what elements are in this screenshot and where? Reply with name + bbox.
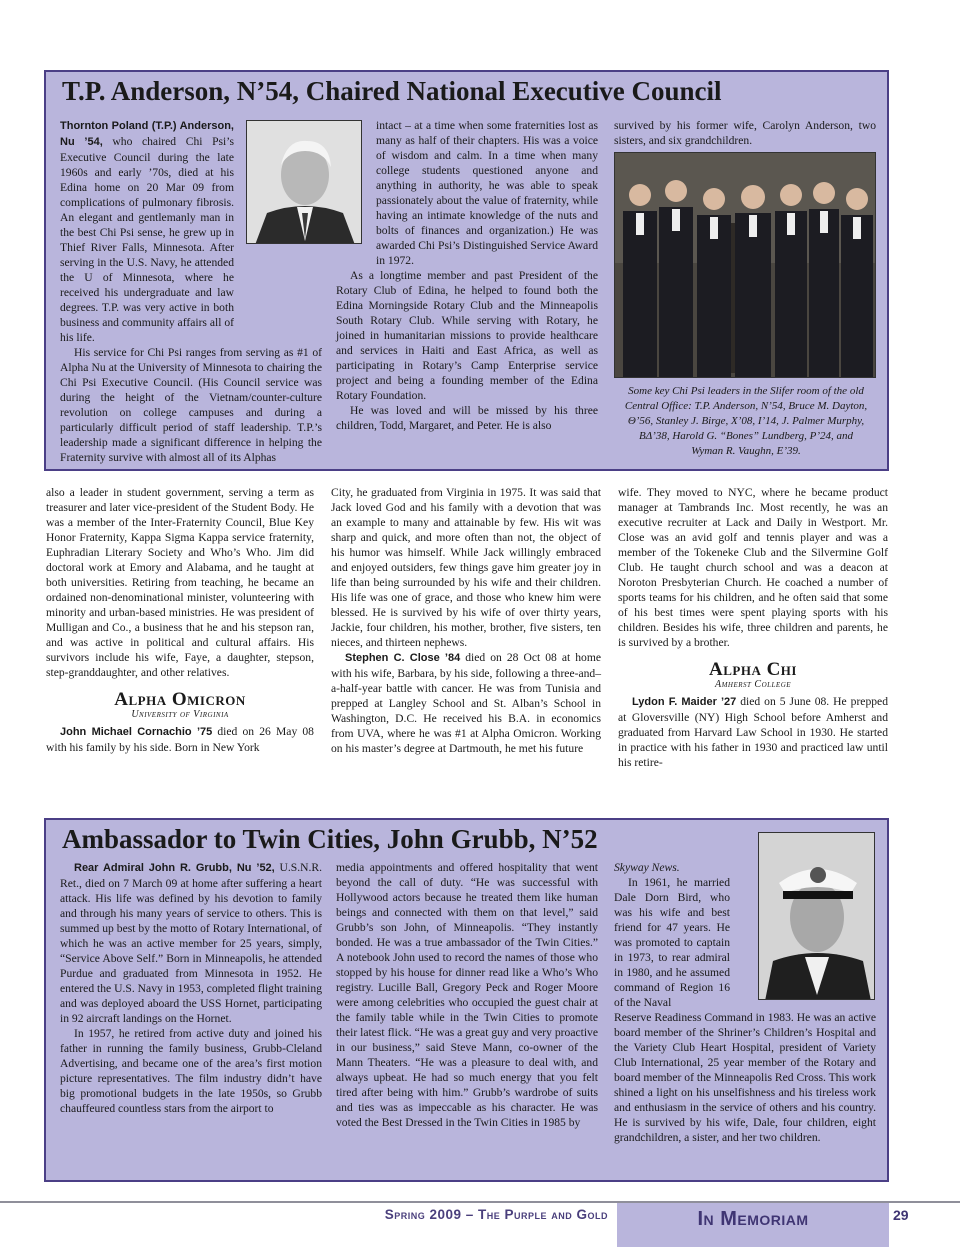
anderson-paragraph-3: intact – at a time when some fraternities lost as many as half of their chapters. His was a voice of wisdom and calm. In a time when many college students questioned anyone and anything in authority, he was able to speak passionately about the value of fraternity, while having an intimate knowledge of the nuts and bolts of finances and organization.) He was awarded Chi Psi’s Distinguished Service Award in 1972. xyxy=(376,119,598,267)
grubb-paragraph-3: media appointments and offered hospitality that went beyond the call of duty. “He was successful with Hollywood actors because he treated them like human beings and connected with them on that level,” said Grubb’s son John, of Minneapolis. “They instantly bonded. He was a true ambassador of the Twin Cities.” A notebook John used to record the names of those who stopped by his house for dinner read like a Who’s Who registry. Lucille Ball, Gregory Peck and Roger Moore were among celebrities who occupied the guest chair at the family table while in the Twin Cities to promote their latest flick. “He was a great guy and very proactive in our business,” said Steve Mann, co-owner of the Mann Theaters. “He was a pleasure to deal with, and always upbeat. He had so much energy that you felt tired after being with him.” Grubb’s wardrobe of suits and ties was as impeccable as his character. He was voted the Best Dressed in the Twin Cities in 1985 by xyxy=(336,861,598,1129)
grubb-lead: Rear Admiral John R. Grubb, Nu ’52, xyxy=(74,862,275,874)
grubb-paragraph-2: In 1957, he retired from active duty and joined his father in running the family business, Grubb-Cleland Advertising, and became one of the area’s first motion picture representatives. The film industry didn’t have big promotional budgets in the late 1950s, so Grubb chauffeured countless stars from the airport to xyxy=(60,1027,322,1115)
grubb-paragraph-1: Rear Admiral John R. Grubb, Nu ’52, U.S.N.R. Ret., died on 7 March 09 at home after suffering a heart attack. His life was defined by his devotion to family and through his many years of service to others. This is summed up best by the motto of Rotary International, of which he was an active member for 25 years, simply, “Service Above Self.” Born in Minneapolis, he attended Purdue and graduated from Minnesota in 1952. He entered the U.S. Navy in 1953, completed flight training and was deployed aboard the USS Hornet, participating in 92 aircraft landings on the Hornet. xyxy=(60,861,322,1025)
middle-paragraph-6: Lydon F. Maider ’27 died on 5 June 08. He prepped at Gloversville (NY) High School before Amherst and graduated from Harvard Law School in 1930. He started in practice with his father in 1930 and practiced law until his retire- xyxy=(618,695,888,769)
maider-lead: Lydon F. Maider ’27 xyxy=(632,696,737,708)
group-photo-caption: Some key Chi Psi leaders in the Slifer room of the old Central Office: T.P. Anderson, N’54, Bruce M. Dayton, Θ’56, Stanley J. Birge, X’08, I’14, J. Palmer Murphy, BΔ’38, Harold G. “Bones” Lundberg, P’24, and Wyman R. Vaughn, E’39. xyxy=(624,385,868,457)
grubb-paragraph-4: In 1961, he married Dale Dorn Bird, who was his wife and best friend for 47 years. He was promoted to captain in 1973, to rear admiral in 1980, and he assumed command of Region 16 of the Naval xyxy=(614,876,730,1009)
close-lead: Stephen C. Close ’84 xyxy=(345,652,461,664)
anderson-column-2 xyxy=(336,118,598,433)
grubb-title: Ambassador to Twin Cities, John Grubb, N’52 xyxy=(62,824,598,854)
footer-section-label: In Memoriam xyxy=(697,1208,809,1230)
group-photo-image xyxy=(615,153,876,378)
middle-paragraph-1: also a leader in student government, serving a term as treasurer and later vice-president of the Student Body. He was a member of the Inter-Fraternity Council, Blue Key Honor Fraternity, Kappa Sigma Kappa service fraternity, Euphradian Literary Society and Who’s Who. Jim did doctoral work at Emory and Alabama, and he taught at both universities. Retiring from teaching, he became an ordained non-denominational minister, volunteering with minority and urban-based ministries. He was president of Mulligan and Co., a business that he and his stepson ran, and was active in political and cultural affairs. His survivors include his wife, Faye, a daughter, stepson, step-granddaughter, and other relatives. xyxy=(46,486,314,679)
middle-paragraph-4: Stephen C. Close ’84 died on 28 Oct 08 at home with his wife, Barbara, by his side, following a three-and–a-half-year battle with cancer. He was from Tunisia and prepped at Langley School and St. Alban’s School in Washington, D.C. He received his B.A. in economics from UVA, where he was #1 at Alpha Omicron. Working on his master’s degree at Dartmouth, he met his future xyxy=(331,651,601,755)
anderson-paragraph-6: survived by his former wife, Carolyn Anderson, two sisters, and six grandchildren. xyxy=(614,119,876,147)
grubb-column-2 xyxy=(336,860,598,1130)
middle-column-3 xyxy=(618,485,888,770)
anderson-column-1 xyxy=(60,118,322,465)
grubb-paragraph-5: Reserve Readiness Command in 1983. He was an active board member of the Shriner’s Children’s Hospital and the Variety Club Heart Hospital, president of Variety Club International, 25 year member of the Rotary and board member of the Minneapolis Red Cross. This work shined a light on his unselfishness and his tireless work and enthusiasm in the service of others and his country. He is survived by his wife, Dale, four children, eight grandchildren, a sister, and her two children. xyxy=(614,1011,876,1144)
page-number: 29 xyxy=(893,1207,909,1223)
middle-paragraph-3: City, he graduated from Virginia in 1975. It was said that Jack loved God and his family with a devotion that was an example to many and attainable by few. His wit was sharp and quick, and more often than not, the object of his humor was himself. While Jack willingly embraced and enjoyed outsiders, few things gave him greater joy in life than being surrounded by his wife and their children. His life was one of grace, and those who knew him were blessed. He is survived by his wife of over thirty years, Jackie, four children, his mother, brother, five sisters, ten nieces, and thirteen nephews. xyxy=(331,486,601,649)
grubb-column-1 xyxy=(60,860,322,1116)
grubb-column-3 xyxy=(614,860,876,1145)
section-title-alpha-chi: Alpha Chi xyxy=(709,659,797,680)
footer-section-tab xyxy=(617,1203,889,1247)
section-subtitle-virginia: University of Virginia xyxy=(131,709,229,720)
middle-paragraph-2: John Michael Cornachio ’75 died on 26 May 08 with his family by his side. Born in New York xyxy=(46,725,314,754)
anderson-group-photo xyxy=(614,152,876,378)
middle-column-2 xyxy=(331,485,601,756)
anderson-paragraph-1: Thornton Poland (T.P.) Anderson, Nu ’54, who chaired Chi Psi’s Executive Council during the late 1960s and early ’70s, died at his Edina home on 20 Mar 09 from complications of pulmonary fibrosis. An elegant and gentlemanly man in the best Chi Psi sense, he grew up in Thief River Falls, Minnesota. After serving in the U.S. Navy, he attended the U of Minnesota, where he received his undergraduate and law degrees. T.P. was very active in both business and community affairs all of his life. xyxy=(60,120,234,344)
middle-paragraph-5: wife. They moved to NYC, where he became product manager at Tambrands Inc. Most recently, he was an executive recruiter at Lack and Daily in Westport. Mr. Close was an avid golf and tennis player and was a member of the Tokeneke Club and the Silvermine Golf Club. He taught church school and was a deacon at Noroton Presbyterian Church. He coached a number of sports teams for his children, and he often said that some of his best times were spent playing sports with his children. Besides his wife, three children and parents, he is survived by a brother. xyxy=(618,486,888,649)
grubb-skyway: Skyway News. xyxy=(614,861,680,874)
section-subtitle-amherst: Amherst College xyxy=(714,679,792,690)
cornachio-lead: John Michael Cornachio ’75 xyxy=(60,726,213,738)
anderson-title: T.P. Anderson, N’54, Chaired National Executive Council xyxy=(62,76,722,106)
footer-issue: Spring 2009 – The Purple and Gold xyxy=(384,1207,608,1222)
anderson-paragraph-4: As a longtime member and past President of the Rotary Club of Edina, he helped to found both the Edina Morningside Rotary Club and the Minneapolis South Rotary Club. While serving with Rotary, he joined in humanitarian missions to provide healthcare and services in Haiti and East Africa, as well as participating in Rotary’s Camp Enterprise service project and being a founding member of the Edina Rotary Foundation. xyxy=(336,269,598,402)
grubb-article xyxy=(44,818,889,1182)
anderson-article xyxy=(44,70,889,471)
anderson-paragraph-2: His service for Chi Psi ranges from serving as #1 of Alpha Nu at the University of Minnesota to chairing the Chi Psi Executive Council. (His Council service was during the height of the Vietnam/counter-culture revolution on college campuses and during a particularly difficult period of staff leadership. T.P.’s leadership made a significant difference in helping the Fraternity survive with almost all of its Alphas xyxy=(60,346,322,464)
middle-column-1 xyxy=(46,485,314,755)
anderson-column-3 xyxy=(614,118,876,148)
anderson-paragraph-5: He was loved and will be missed by his three children, Todd, Margaret, and Peter. He is also xyxy=(336,404,598,432)
anderson-lead: Thornton Poland (T.P.) Anderson, Nu ’54, xyxy=(60,120,234,148)
section-title-alpha-omicron: Alpha Omicron xyxy=(114,689,246,710)
